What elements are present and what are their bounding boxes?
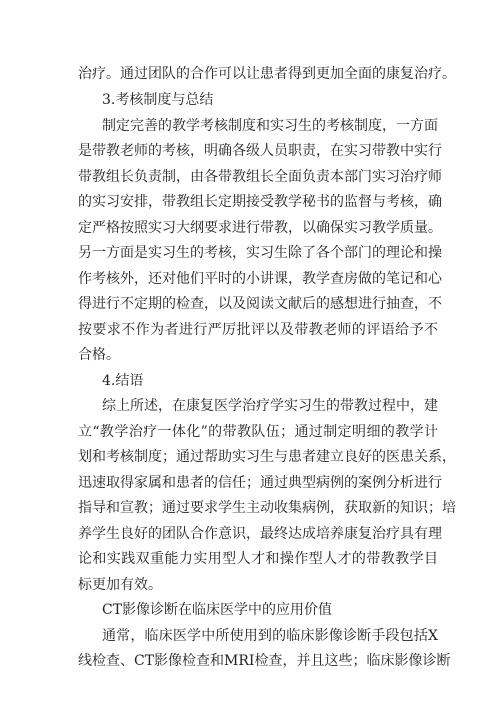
paragraph-line: 论和实践双重能力实用型人才和操作型人才的带教教学目	[78, 551, 438, 567]
paragraph-line: 制定完善的教学考核制度和实习生的考核制度，一方面	[102, 118, 438, 134]
paragraph-line: 划和考核制度；通过帮助实习生与患者建立良好的医患关系，	[78, 449, 456, 465]
paragraph-line: 按要求不作为者进行严厉批评以及带教老师的评语给予不	[78, 322, 438, 338]
paragraph-line: 线检查、CT影像检查和MRI检查，并且这些；临床影像诊断	[78, 653, 451, 669]
paragraph-line: 养学生良好的团队合作意识，最终达成培养康复治疗具有理	[78, 526, 442, 542]
section-heading: 4.结语	[102, 373, 144, 389]
paragraph-line: 迅速取得家属和患者的信任；通过典型病例的案例分析进行	[78, 475, 442, 491]
paragraph-line: 得进行不定期的检查，以及阅读文献后的感想进行抽查，不	[78, 296, 442, 312]
paragraph-line: 标更加有效。	[78, 577, 162, 593]
paragraph-line: 作考核外，还对他们平时的小讲课，教学查房做的笔记和心	[78, 271, 442, 287]
paragraph-line: 是带教老师的考核，明确各级人员职责，在实习带教中实行	[78, 143, 442, 159]
paragraph-line: 定严格按照实习大纲要求进行带教，以确保实习教学质量。	[78, 220, 442, 236]
section-heading: 3.考核制度与总结	[102, 92, 214, 108]
paragraph-line: 综上所述，在康复医学治疗学实习生的带教过程中，建	[102, 398, 438, 414]
paragraph-line: 另一方面是实习生的考核，实习生除了各个部门的理论和操	[78, 245, 442, 261]
article-title: CT影像诊断在临床医学中的应用价值	[102, 602, 333, 618]
paragraph-line: 通常，临床医学中所使用到的临床影像诊断手段包括X	[102, 628, 438, 644]
paragraph-line: 带教组长负责制，由各带教组长全面负责本部门实习治疗师	[78, 169, 442, 185]
paragraph-line: 的实习安排，带教组长定期接受教学秘书的监督与考核，确	[78, 194, 442, 210]
paragraph-line: 合格。	[78, 347, 120, 363]
paragraph-line: 立“教学治疗一体化”的带教队伍；通过制定明细的教学计	[78, 424, 438, 440]
paragraph-line: 指导和宣教；通过要求学生主动收集病例，获取新的知识；培	[78, 500, 456, 516]
paragraph-line: 治疗。通过团队的合作可以让患者得到更加全面的康复治疗。	[78, 66, 456, 82]
